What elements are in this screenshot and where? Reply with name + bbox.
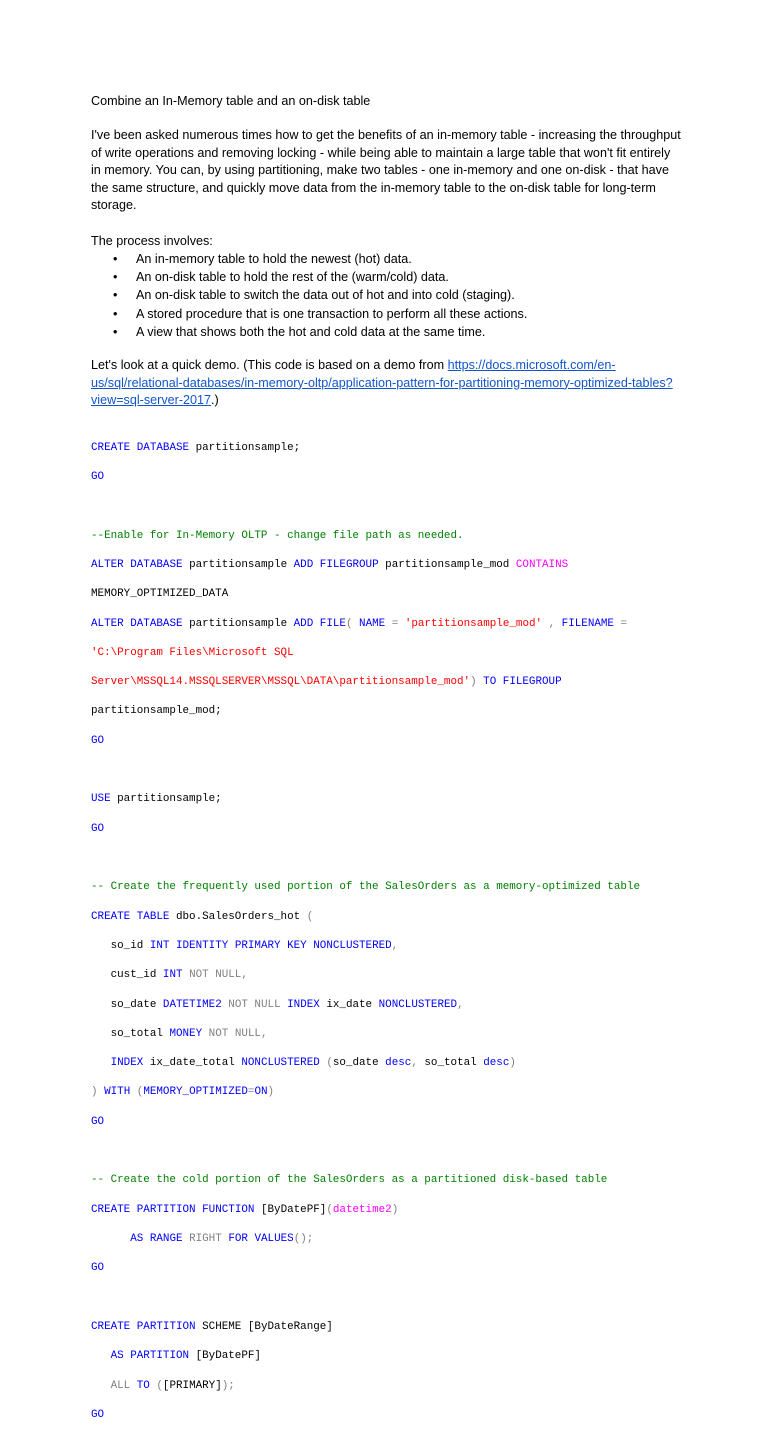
code-line: partitionsample_mod;	[91, 705, 222, 718]
list-item: • An on-disk table to hold the rest of the (warm/cold) data.	[91, 268, 527, 286]
code-line: Server\MSSQL14.MSSQLSERVER\MSSQL\DATA\partitionsample_mod') TO FILEGROUP	[91, 676, 562, 689]
bullet-icon: •	[113, 252, 118, 266]
document-title: Combine an In-Memory table and an on-disk table	[91, 94, 371, 108]
bullet-icon: •	[113, 270, 118, 285]
code-line: ALTER DATABASE partitionsample ADD FILE( NAME = 'partitionsample_mod' , FILENAME =	[91, 617, 628, 630]
code-comment: --Enable for In-Memory OLTP - change file path as needed.	[91, 529, 464, 542]
code-line: USE partitionsample;	[91, 793, 222, 806]
code-line: cust_id INT NOT NULL,	[110, 969, 248, 982]
bullet-icon: •	[113, 288, 118, 303]
intro-paragraph: I've been asked numerous times how to get the benefits of an in-memory table - increasing the throughput of write operations and removing locking - while being able to maintain a large table that won't fit entirely in memory. You can, by using partitioning, make two tables - one in-memory and one on-disk - that have the same structure, and quickly move data from the in-memory table to the on-disk table for long-term storage.	[91, 128, 681, 213]
code-line: GO	[91, 470, 105, 483]
process-label: The process involves:	[91, 234, 213, 248]
code-line: AS RANGE RIGHT FOR VALUES();	[130, 1233, 314, 1246]
code-line: CREATE PARTITION SCHEME [ByDateRange]	[91, 1320, 333, 1333]
code-line: ) WITH (MEMORY_OPTIMIZED=ON)	[91, 1086, 275, 1099]
code-line: 'C:\Program Files\Microsoft SQL	[91, 646, 294, 659]
code-line: ALTER DATABASE partitionsample ADD FILEGROUP partitionsample_mod CONTAINS	[91, 558, 569, 571]
code-line: GO	[91, 1408, 105, 1421]
code-line: AS PARTITION [ByDatePF]	[110, 1350, 261, 1363]
code-line: so_date DATETIME2 NOT NULL INDEX ix_date NONCLUSTERED,	[110, 998, 464, 1011]
bullet-icon: •	[113, 324, 118, 339]
demo-paragraph: Let's look at a quick demo. (This code is based on a demo from https://docs.microsoft.com/en-us/sql/relational-databases/in-memory-oltp/application-pattern-for-partitioning-memory-optimized-tables?view=sql-server-2017.)	[91, 358, 673, 408]
docs-link[interactable]: https://docs.microsoft.com/en-us/sql/relational-databases/in-memory-oltp/application-pattern-for-partitioning-memory-optimized-tables?view=sql-server-2017	[91, 358, 673, 408]
code-line: INDEX ix_date_total NONCLUSTERED (so_date desc, so_total desc)	[110, 1057, 516, 1070]
code-line: GO	[91, 734, 105, 747]
process-list	[91, 250, 527, 341]
code-comment: -- Create the cold portion of the SalesOrders as a partitioned disk-based table	[91, 1174, 608, 1187]
code-line: ALL TO ([PRIMARY]);	[110, 1379, 235, 1392]
code-line: MEMORY_OPTIMIZED_DATA	[91, 588, 229, 601]
bullet-icon: •	[113, 306, 118, 321]
code-comment: -- Create the frequently used portion of the SalesOrders as a memory-optimized table	[91, 881, 640, 894]
code-line: so_total MONEY NOT NULL,	[110, 1027, 268, 1040]
list-item: • A stored procedure that is one transaction to perform all these actions.	[91, 305, 527, 323]
code-line: GO	[91, 1262, 105, 1275]
sql-code-block	[91, 426, 640, 1452]
list-item: • An in-memory table to hold the newest (hot) data.	[91, 250, 527, 268]
code-line: CREATE PARTITION FUNCTION [ByDatePF](datetime2)	[91, 1203, 399, 1216]
code-line: CREATE DATABASE partitionsample;	[91, 441, 301, 454]
list-item: • An on-disk table to switch the data out of hot and into cold (staging).	[91, 286, 527, 304]
code-line: CREATE TABLE dbo.SalesOrders_hot (	[91, 910, 314, 923]
code-line: so_id INT IDENTITY PRIMARY KEY NONCLUSTERED,	[110, 939, 399, 952]
code-line: GO	[91, 822, 105, 835]
code-line: GO	[91, 1115, 105, 1128]
list-item: • A view that shows both the hot and cold data at the same time.	[91, 323, 527, 341]
